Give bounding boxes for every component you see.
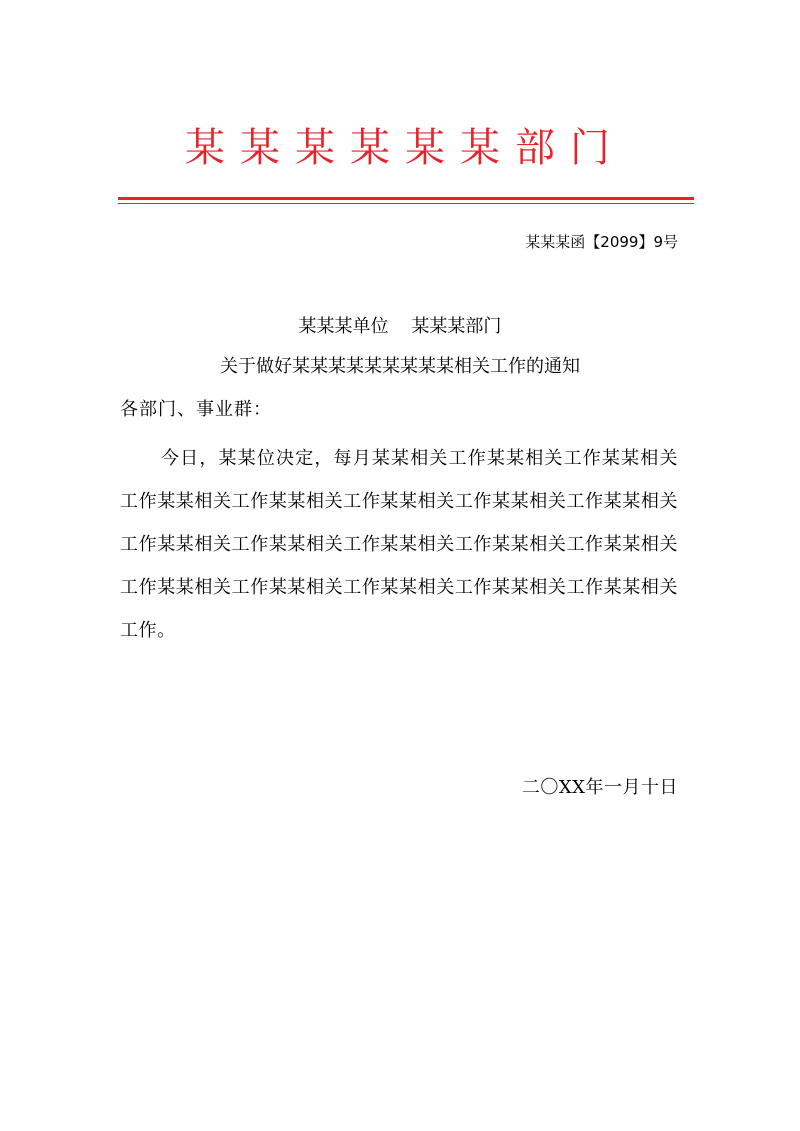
body-paragraph: 今日，某某位决定，每月某某相关工作某某相关工作某某相关工作某某相关工作某某相关工作某某相关工作某某相关工作某某相关工作某某相关工作某某相关工作某某相关工作某某相关工作某某相关工作某某相关工作某某相关工作某某相关工作某某相关工作某某相关工作。 [120, 448, 678, 641]
issuing-department-header: 某某某某某某部门 [185, 125, 625, 171]
issuing-units: 某某某单位 某某某部门 [298, 316, 502, 337]
issue-date: 二〇XX年一月十日 [521, 777, 678, 798]
document-subject: 关于做好某某某某某某某某某相关工作的通知 [220, 356, 580, 377]
salutation: 各部门、事业群： [120, 399, 272, 420]
document-number: 某某某函【2099】9号 [525, 233, 678, 251]
header-thick-rule [118, 197, 694, 200]
header-thin-rule [118, 203, 694, 204]
